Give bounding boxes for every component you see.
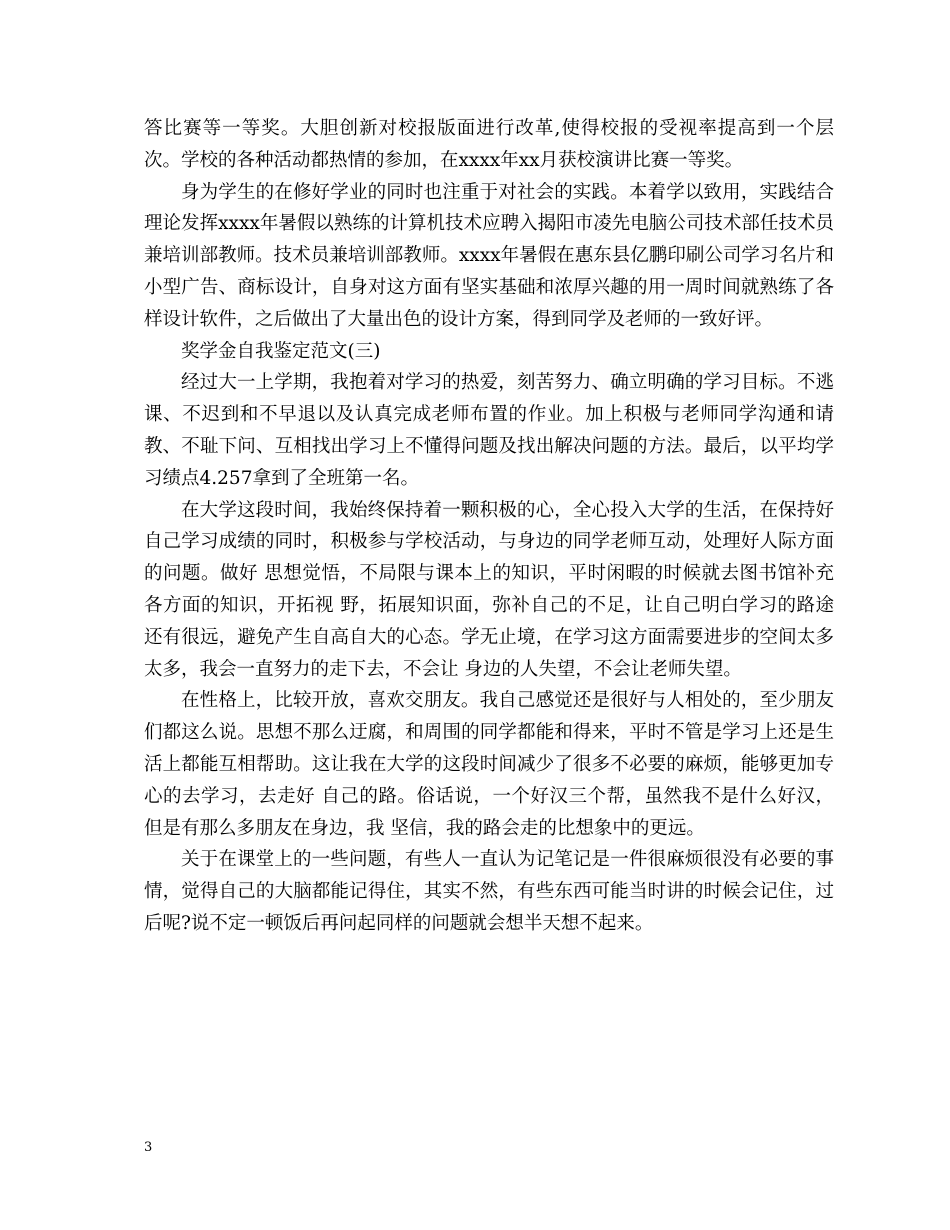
paragraph-3: 经过大一上学期，我抱着对学习的热爱，刻苦努力、确立明确的学习目标。不逃课、不迟到和不早退以及认真完成老师布置的作业。加上积极与老师同学沟通和请教、不耻下问、互相找出学习上不懂得问题及找出解决问题的方法。最后，以平均学习绩点4.257拿到了全班第一名。 — [144, 372, 834, 489]
page-number: 3 — [144, 1140, 153, 1155]
document-body — [144, 113, 834, 940]
section-heading: 奖学金自我鉴定范文(三) — [181, 340, 381, 362]
paragraph-6: 关于在课堂上的一些问题，有些人一直认为记笔记是一件很麻烦很没有必要的事情，觉得自己的大脑都能记得住，其实不然，有些东西可能当时讲的时候会记住，过后呢?说不定一顿饭后再问起同样的问题就会想半天想不起来。 — [144, 849, 834, 934]
paragraph-5: 在性格上，比较开放，喜欢交朋友。我自己感觉还是很好与人相处的，至少朋友们都这么说。思想不那么迂腐，和周围的同学都能和得来，平时不管是学习上还是生活上都能互相帮助。这让我在大学的这段时间减少了很多不必要的麻烦，能够更加专心的去学习，去走好 自己的路。俗话说，一个好汉三个帮，虽然我不是什么好汉，但是有那么多朋友在身边，我 坚信，我的路会走的比想象中的更远。 — [144, 690, 834, 839]
paragraph-1: 答比赛等一等奖。大胆创新对校报版面进行改革,使得校报的受视率提高到一个层次。学校的各种活动都热情的参加，在xxxx年xx月获校演讲比赛一等奖。 — [144, 118, 834, 171]
paragraph-2: 身为学生的在修好学业的同时也注重于对社会的实践。本着学以致用，实践结合理论发挥xxxx年暑假以熟练的计算机技术应聘入揭阳市凌先电脑公司技术部任技术员兼培训部教师。技术员兼培训部教师。xxxx年暑假在惠东县亿鹏印刷公司学习名片和小型广告、商标设计，自身对这方面有坚实基础和浓厚兴趣的用一周时间就熟练了各样设计软件，之后做出了大量出色的设计方案，得到同学及老师的一致好评。 — [144, 181, 834, 330]
paragraph-4: 在大学这段时间，我始终保持着一颗积极的心，全心投入大学的生活，在保持好自己学习成绩的同时，积极参与学校活动，与身边的同学老师互动，处理好人际方面的问题。做好 思想觉悟，不局限与课本上的知识，平时闲暇的时候就去图书馆补充各方面的知识，开拓视 野，拓展知识面，弥补自己的不足，让自己明白学习的路途还有很远，避免产生自高自大的心态。学无止境，在学习这方面需要进步的空间太多太多，我会一直努力的走下去，不会让 身边的人失望，不会让老师失望。 — [144, 499, 834, 680]
